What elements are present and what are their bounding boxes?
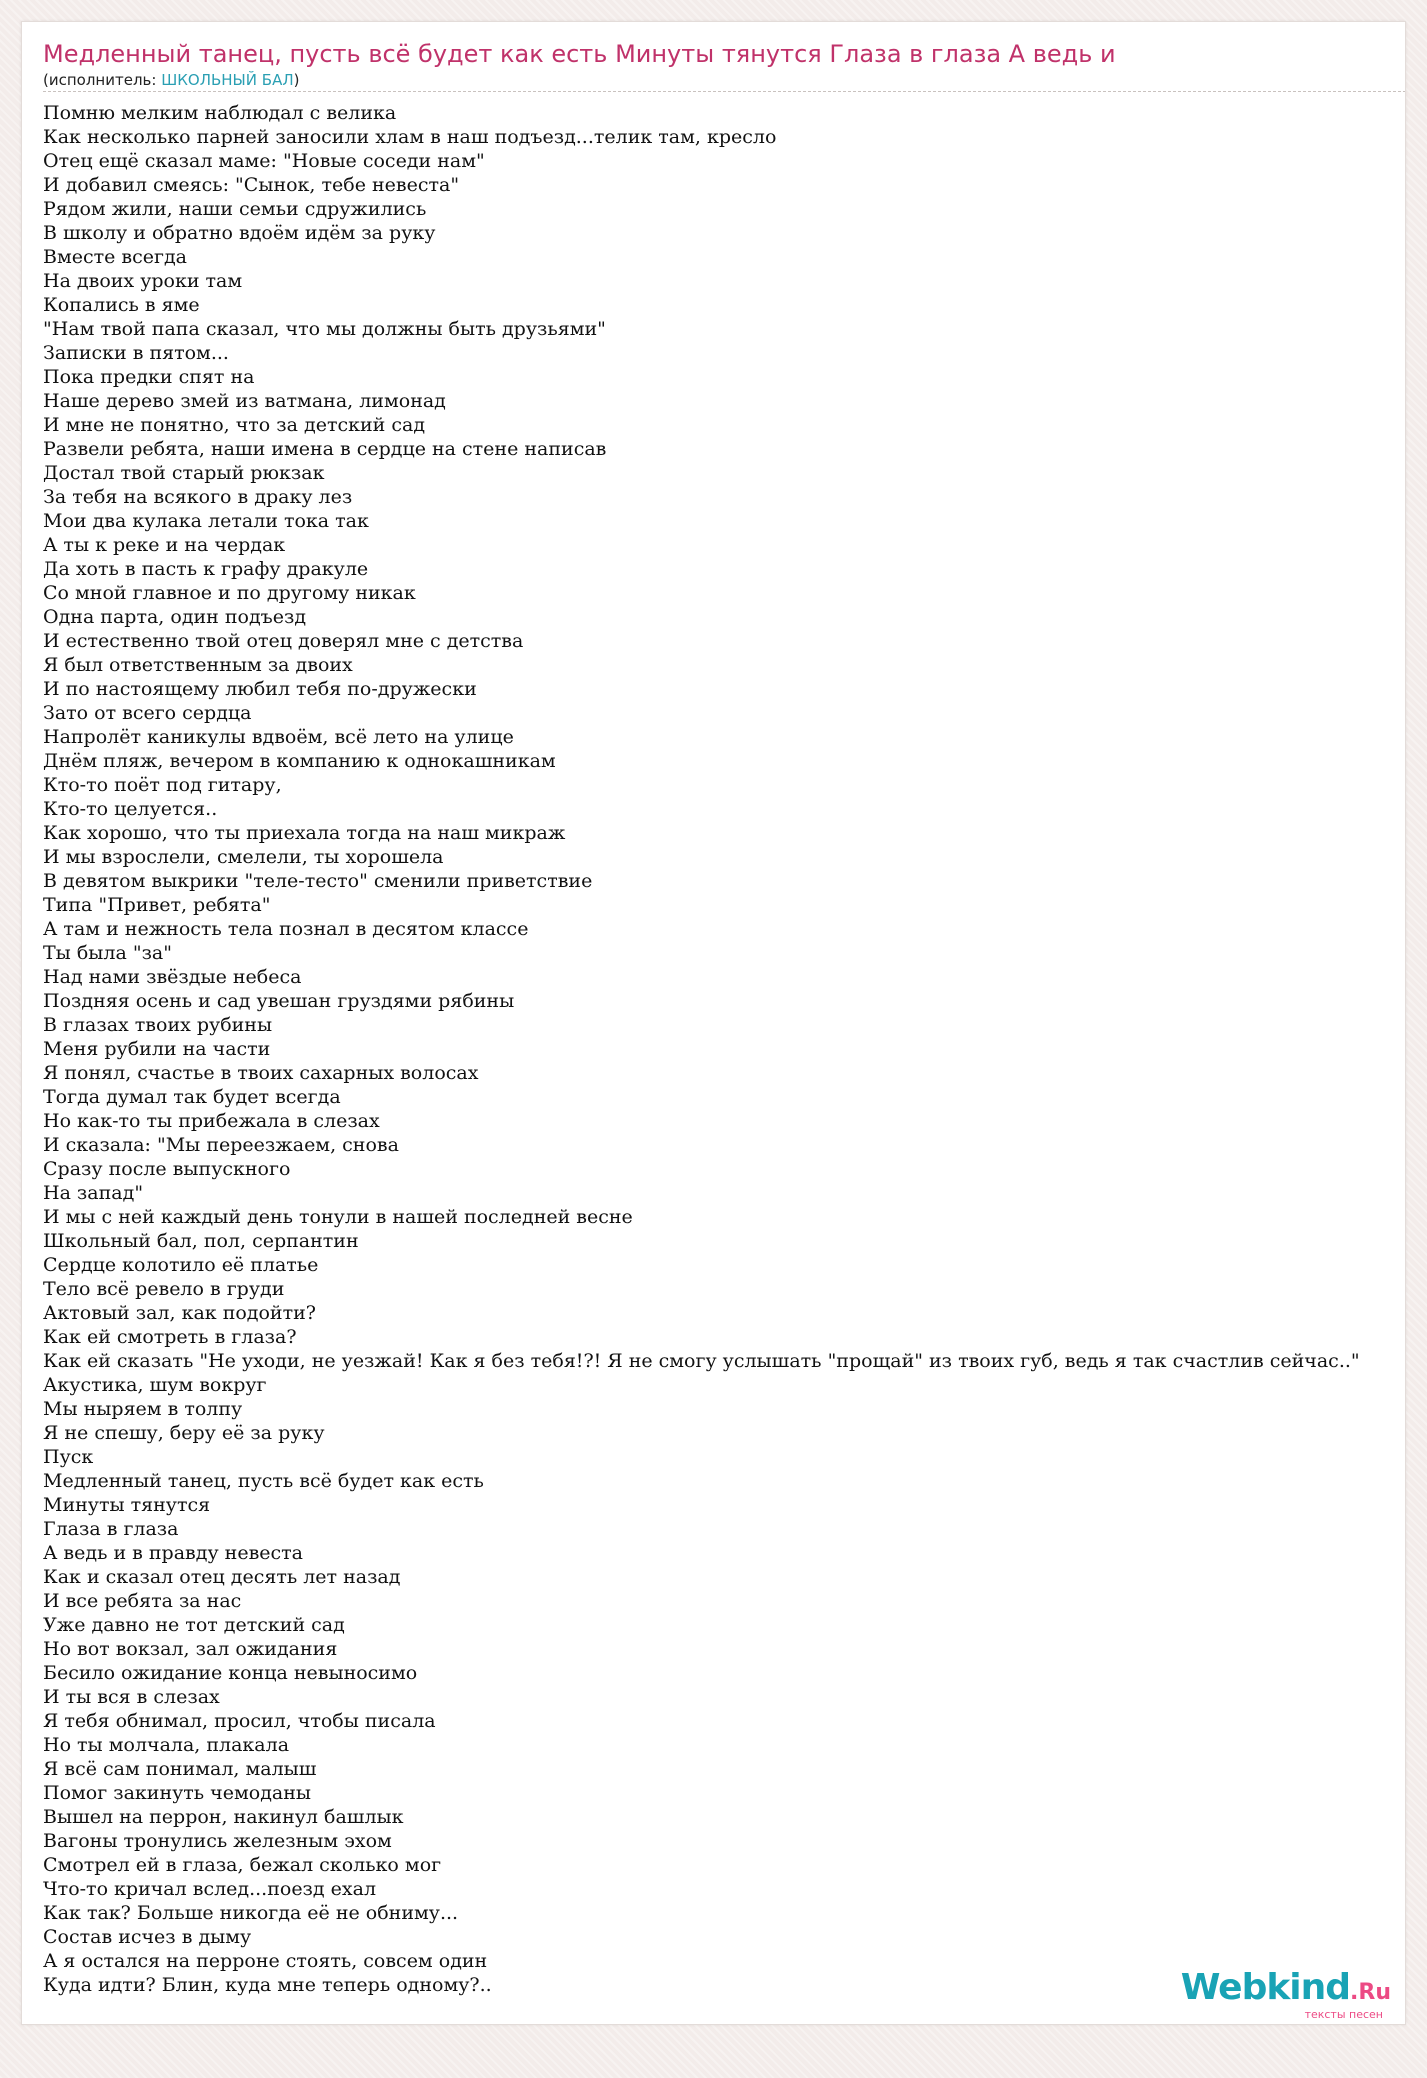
lyric-line: Школьный бал, пол, серпантин: [43, 1230, 359, 1252]
lyric-line: Поздняя осень и сад увешан груздями рябины: [43, 990, 515, 1012]
lyric-line: Помню мелким наблюдал с велика: [43, 102, 397, 124]
lyric-line: И по настоящему любил тебя по-дружески: [43, 678, 477, 700]
lyric-line: "Нам твой папа сказал, что мы должны быть друзьями": [43, 318, 606, 340]
lyric-line: Над нами звёздые небеса: [43, 966, 302, 988]
lyric-line: Акустика, шум вокруг: [43, 1374, 267, 1396]
lyrics-text: [43, 101, 1360, 1997]
lyric-line: Отец ещё сказал маме: "Новые соседи нам": [43, 150, 485, 172]
logo-tld: .Ru: [1350, 1980, 1391, 2005]
lyric-line: И все ребята за нас: [43, 1590, 242, 1612]
logo-tagline: тексты песен: [1304, 2008, 1383, 2021]
lyric-line: Помог закинуть чемоданы: [43, 1782, 312, 1804]
lyric-line: Уже давно не тот детский сад: [43, 1614, 345, 1636]
lyric-line: Я тебя обнимал, просил, чтобы писала: [43, 1710, 436, 1732]
lyric-line: Я был ответственным за двоих: [43, 654, 353, 676]
lyric-line: Пуск: [43, 1446, 94, 1468]
lyric-line: А ты к реке и на чердак: [43, 534, 286, 556]
lyric-line: Что-то кричал вслед...поезд ехал: [43, 1878, 377, 1900]
lyric-line: Сразу после выпускного: [43, 1158, 291, 1180]
logo-brand: Webkind: [1180, 1967, 1351, 2008]
lyric-line: Записки в пятом...: [43, 342, 229, 364]
lyric-line: Состав исчез в дыму: [43, 1926, 252, 1948]
lyric-line: И ты вся в слезах: [43, 1686, 220, 1708]
page-title: Медленный танец, пусть всё будет как есть Минуты тянутся Глаза в глаза А ведь и: [43, 40, 1116, 68]
site-logo[interactable]: [1181, 1969, 1391, 2020]
lyric-line: Вагоны тронулись железным эхом: [43, 1830, 392, 1852]
lyric-line: Но как-то ты прибежала в слезах: [43, 1110, 380, 1132]
lyric-line: Бесило ожидание конца невыносимо: [43, 1662, 418, 1684]
lyric-line: Наше дерево змей из ватмана, лимонад: [43, 390, 446, 412]
lyric-line: Развели ребята, наши имена в сердце на стене написав: [43, 438, 607, 460]
lyric-line: И добавил смеясь: "Сынок, тебе невеста": [43, 174, 460, 196]
lyric-line: За тебя на всякого в драку лез: [43, 486, 353, 508]
lyric-line: Как хорошо, что ты приехала тогда на наш микраж: [43, 822, 566, 844]
title-divider: [43, 91, 1406, 92]
artist-prefix: (исполнитель:: [43, 71, 162, 89]
lyric-line: Как несколько парней заносили хлам в наш подъезд...телик там, кресло: [43, 126, 777, 148]
lyric-line: В девятом выкрики "теле-тесто" сменили приветствие: [43, 870, 593, 892]
lyric-line: Но вот вокзал, зал ожидания: [43, 1638, 338, 1660]
lyric-line: Мои два кулака летали тока так: [43, 510, 369, 532]
lyric-line: Зато от всего сердца: [43, 702, 252, 724]
lyric-line: И естественно твой отец доверял мне с детства: [43, 630, 524, 652]
lyric-line: Напролёт каникулы вдвоём, всё лето на улице: [43, 726, 514, 748]
lyric-line: Сердце колотило её платье: [43, 1254, 319, 1276]
lyric-line: Куда идти? Блин, куда мне теперь одному?..: [43, 1974, 492, 1996]
lyric-line: Я понял, счастье в твоих сахарных волосах: [43, 1062, 479, 1084]
lyric-line: Тело всё ревело в груди: [43, 1278, 285, 1300]
lyric-line: Как ей сказать "Не уходи, не уезжай! Как я без тебя!?! Я не смогу услышать "прощай" из твоих губ, ведь я так счастлив сейчас..": [43, 1350, 1360, 1372]
lyric-line: И мы взрослели, смелели, ты хорошела: [43, 846, 444, 868]
lyric-line: А там и нежность тела познал в десятом классе: [43, 918, 529, 940]
lyric-line: На двоих уроки там: [43, 270, 243, 292]
lyric-line: Одна парта, один подъезд: [43, 606, 307, 628]
artist-suffix: ): [293, 71, 300, 89]
lyric-line: Я не спешу, беру её за руку: [43, 1422, 325, 1444]
lyric-line: Со мной главное и по другому никак: [43, 582, 416, 604]
lyric-line: Достал твой старый рюкзак: [43, 462, 325, 484]
lyric-line: Да хоть в пасть к графу дракуле: [43, 558, 369, 580]
lyric-line: Днём пляж, вечером в компанию к однокашникам: [43, 750, 556, 772]
lyric-line: Как так? Больше никогда её не обниму...: [43, 1902, 459, 1924]
lyric-line: И мне не понятно, что за детский сад: [43, 414, 426, 436]
lyric-line: Копались в яме: [43, 294, 200, 316]
lyric-line: В глазах твоих рубины: [43, 1014, 273, 1036]
lyric-line: Актовый зал, как подойти?: [43, 1302, 316, 1324]
lyric-line: И сказала: "Мы переезжаем, снова: [43, 1134, 399, 1156]
lyric-line: Я всё сам понимал, малыш: [43, 1758, 317, 1780]
lyric-line: Типа "Привет, ребята": [43, 894, 271, 916]
lyric-line: Рядом жили, наши семьи сдружились: [43, 198, 427, 220]
lyric-line: Как ей смотреть в глаза?: [43, 1326, 297, 1348]
lyric-line: Ты была "за": [43, 942, 173, 964]
lyric-line: И мы с ней каждый день тонули в нашей последней весне: [43, 1206, 633, 1228]
lyric-line: Глаза в глаза: [43, 1518, 179, 1540]
artist-line: [43, 71, 299, 89]
lyric-line: Пока предки спят на: [43, 366, 255, 388]
lyric-line: Мы ныряем в толпу: [43, 1398, 243, 1420]
lyric-line: А я остался на перроне стоять, совсем один: [43, 1950, 488, 1972]
lyric-line: Но ты молчала, плакала: [43, 1734, 290, 1756]
lyric-line: Минуты тянутся: [43, 1494, 211, 1516]
lyric-line: В школу и обратно вдоём идём за руку: [43, 222, 436, 244]
lyric-line: Кто-то поёт под гитару,: [43, 774, 282, 796]
lyric-line: Кто-то целуется..: [43, 798, 218, 820]
lyric-line: Смотрел ей в глаза, бежал сколько мог: [43, 1854, 442, 1876]
lyrics-card: [21, 21, 1406, 2025]
lyric-line: Как и сказал отец десять лет назад: [43, 1566, 401, 1588]
lyric-line: Меня рубили на части: [43, 1038, 271, 1060]
artist-link[interactable]: ШКОЛЬНЫЙ БАЛ: [161, 71, 294, 89]
lyric-line: Вышел на перрон, накинул башлык: [43, 1806, 404, 1828]
lyric-line: Медленный танец, пусть всё будет как есть: [43, 1470, 484, 1492]
lyric-line: Вместе всегда: [43, 246, 187, 268]
lyric-line: Тогда думал так будет всегда: [43, 1086, 341, 1108]
lyric-line: На запад": [43, 1182, 144, 1204]
lyric-line: А ведь и в правду невеста: [43, 1542, 303, 1564]
